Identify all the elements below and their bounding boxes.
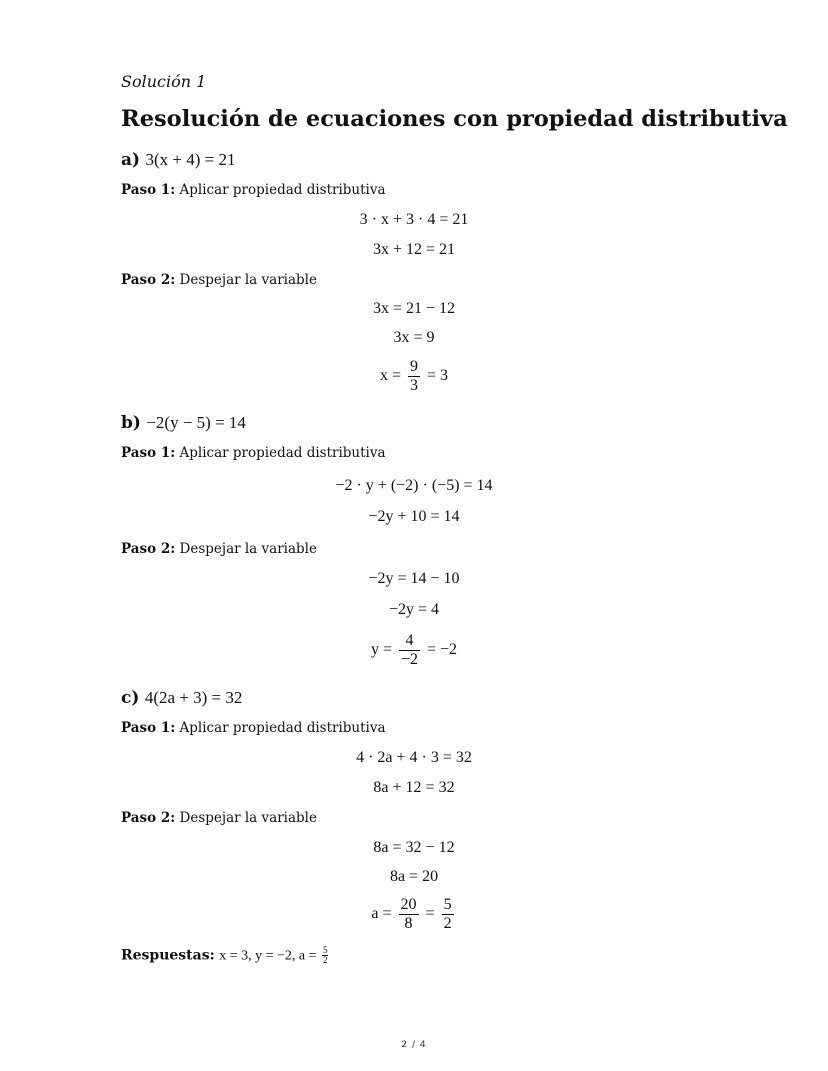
step-text: Despejar la variable [179, 272, 317, 288]
fraction-simplified [442, 896, 454, 933]
step-label: Paso 1: [121, 720, 176, 736]
final-rhs: = 3 [427, 367, 449, 385]
problem-label: c) [121, 688, 140, 708]
equation-line: 8a = 32 − 12 [373, 839, 455, 856]
step-text: Despejar la variable [179, 810, 317, 826]
equation-line: 4 · 2a + 4 · 3 = 32 [356, 749, 472, 766]
step-label: Paso 1: [121, 445, 176, 461]
step-text: Aplicar propiedad distributiva [179, 182, 386, 198]
step-label: Paso 1: [121, 182, 176, 198]
equation-line: 8a + 12 = 32 [373, 779, 455, 796]
final-equation [0, 632, 828, 669]
page-number: 2 / 4 [401, 1040, 427, 1050]
final-equation [0, 358, 828, 395]
numerator: 5 [322, 945, 328, 955]
denominator: 8 [404, 915, 413, 932]
equation-line: −2y + 10 = 14 [368, 508, 460, 525]
denominator: 2 [322, 955, 328, 965]
denominator: 3 [410, 377, 418, 394]
page-title: Resolución de ecuaciones con propiedad distributiva [121, 106, 788, 132]
equation-line: 3x + 12 = 21 [372, 241, 456, 258]
problem-equation: 4(2a + 3) = 32 [144, 688, 243, 707]
final-lhs: y = [370, 641, 392, 659]
step-2 [121, 810, 317, 826]
problem-equation: 3(x + 4) = 21 [145, 150, 236, 169]
solution-label: Solución 1 [121, 72, 207, 91]
step-1 [121, 182, 386, 198]
step-1 [121, 445, 386, 461]
step-1 [121, 720, 386, 736]
numerator: 9 [410, 358, 418, 375]
equation-line: 3 · x + 3 · 4 = 21 [359, 211, 469, 228]
step-text: Aplicar propiedad distributiva [179, 445, 386, 461]
numerator: 5 [443, 896, 452, 913]
answers [121, 946, 329, 965]
final-rhs: = −2 [427, 641, 458, 659]
final-equation [0, 896, 828, 933]
equation-line: −2y = 14 − 10 [368, 570, 460, 587]
problem-c [121, 688, 242, 708]
fraction [408, 358, 420, 395]
step-label: Paso 2: [121, 810, 176, 826]
equation-line: −2 · y + (−2) · (−5) = 14 [335, 477, 493, 494]
problem-b [121, 413, 246, 433]
final-mid: = [425, 905, 435, 923]
step-text: Despejar la variable [179, 541, 317, 557]
equation-line: −2y = 4 [388, 601, 440, 618]
answers-label: Respuestas: [121, 947, 215, 964]
equation-line: 3x = 9 [393, 329, 435, 346]
numerator: 20 [400, 896, 417, 913]
final-lhs: a = [371, 905, 392, 923]
step-2 [121, 272, 317, 288]
problem-a [121, 150, 235, 170]
step-2 [121, 541, 317, 557]
answers-text: x = 3, y = −2, a = [219, 948, 317, 964]
problem-label: a) [121, 150, 141, 170]
problem-label: b) [121, 413, 141, 433]
fraction [399, 896, 419, 933]
final-lhs: x = [379, 367, 401, 385]
denominator: 2 [443, 915, 452, 932]
step-label: Paso 2: [121, 272, 176, 288]
step-text: Aplicar propiedad distributiva [179, 720, 386, 736]
denominator: −2 [400, 651, 418, 668]
answers-fraction [322, 946, 329, 965]
fraction [399, 632, 420, 669]
equation-line: 3x = 21 − 12 [372, 300, 456, 317]
problem-equation: −2(y − 5) = 14 [146, 413, 246, 432]
numerator: 4 [399, 632, 420, 651]
step-label: Paso 2: [121, 541, 176, 557]
equation-line: 8a = 20 [389, 868, 439, 885]
